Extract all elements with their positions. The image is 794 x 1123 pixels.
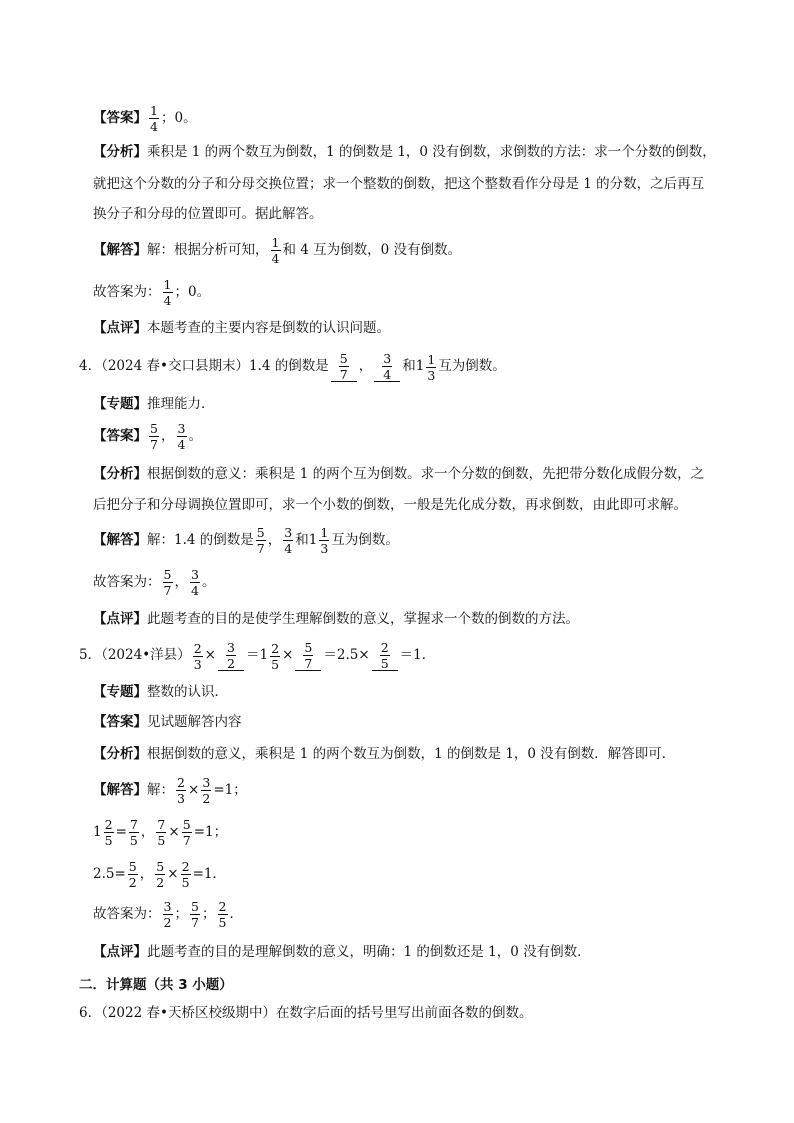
q4-solution: 【解答】 解：1.4 的倒数是 $\frac{5}{7}$ ， $\frac{3}{4}$ 和 1 $\frac{1}{3}$ 互为倒数。 <box>93 525 399 557</box>
q4-question: 4．（2024 春•交口县期末）1.4 的倒数是 $\frac{5}{7}$ ， $\frac{3}{4}$ 和 1 $\frac{1}{3}$ 互为倒数。 <box>79 351 506 383</box>
q4-answer: 【答案】 $\frac{5}{7}$ ， $\frac{3}{4}$ 。 <box>93 421 202 453</box>
q3-analysis-line-2: 就把这个分数的分子和分母交换位置；求一个整数的倒数，把这个整数看作分母是 1 的分数，之后再互 <box>93 176 705 192</box>
section-heading: 二．计算题（共 3 小题） <box>79 977 233 993</box>
q5-analysis: 【分析】 根据倒数的意义，乘积是 1 的两个数互为倒数，1 的倒数是 1，0 没有倒数．解答即可． <box>93 746 676 762</box>
q4-comment: 【点评】 此题考查的目的是使学生理解倒数的意义，掌握求一个数的倒数的方法。 <box>93 611 579 627</box>
q6-question: 6．（2022 春•天桥区校级期中）在数字后面的括号里写出前面各数的倒数。 <box>79 1005 533 1021</box>
q5-question: 5．（2024•洋县） $\frac{2}{3}$ × $\frac{3}{2}$ ＝ 1 $\frac{2}{5}$ × $\frac{5}{7}$ ＝2.5× $\frac{2}{5}$ ＝1． <box>79 640 436 672</box>
q3-analysis-line-3: 换分子和分母的位置即可。据此解答。 <box>93 206 323 222</box>
fraction-1-4: $\frac{1}{4}$ <box>271 235 280 267</box>
q5-solution-1: 【解答】 解： $\frac{2}{3}$ × $\frac{3}{2}$ =1； <box>93 775 247 807</box>
answer-blank: $\frac{3}{4}$ <box>374 352 400 382</box>
mixed-number-1-1-3: 1 $\frac{1}{3}$ <box>415 351 436 383</box>
q5-solution-3: 2.5= $\frac{5}{2}$ ， $\frac{5}{2}$ × $\frac{2}{5}$ =1． <box>93 859 226 891</box>
q4-analysis-line-1: 【分析】 根据倒数的意义：乘积是 1 的两个互为倒数。求一个分数的倒数，先把带分数化成假分数，之 <box>93 466 705 482</box>
q5-answer: 【答案】 见试题解答内容 <box>93 714 242 730</box>
q3-comment: 【点评】 本题考查的主要内容是倒数的认识问题。 <box>93 320 390 336</box>
answer-blank: $\frac{5}{7}$ <box>331 352 357 382</box>
answer-blank: $\frac{5}{7}$ <box>295 641 321 671</box>
fraction-1-4: $\frac{1}{4}$ <box>163 277 172 309</box>
answer-blank: $\frac{2}{5}$ <box>372 641 398 671</box>
q5-final-answer: 故答案为： $\frac{3}{2}$ ； $\frac{5}{7}$ ； $\frac{2}{5}$ ． <box>93 899 243 931</box>
answer-blank: $\frac{3}{2}$ <box>218 641 244 671</box>
q4-topic: 【专题】 推理能力． <box>93 396 215 412</box>
q4-final-answer: 故答案为： $\frac{5}{7}$ ， $\frac{3}{4}$ 。 <box>93 567 216 599</box>
q3-analysis-line-1: 【分析】 乘积是 1 的两个数互为倒数，1 的倒数是 1，0 没有倒数，求倒数的方法：求一个分数的倒数， <box>93 144 716 160</box>
q4-analysis-line-2: 后把分子和分母调换位置即可，求一个小数的倒数，一般是先化成分数，再求倒数，由此即可求解。 <box>93 497 687 513</box>
fraction-1-4: $\frac{1}{4}$ <box>150 103 158 135</box>
q5-topic: 【专题】 整数的认识． <box>93 684 228 700</box>
answer-tag: 【答案】 <box>93 109 147 126</box>
q3-solution: 【解答】 解：根据分析可知， $\frac{1}{4}$ 和 4 互为倒数，0 没有倒数。 <box>93 235 462 267</box>
q3-answer: 【答案】 $\frac{1}{4}$ ；0。 <box>93 103 197 135</box>
q3-final-answer: 故答案为： $\frac{1}{4}$ ；0。 <box>93 277 211 309</box>
q5-comment: 【点评】 此题考查的目的是理解倒数的意义，明确：1 的倒数还是 1，0 没有倒数． <box>93 944 591 960</box>
q5-solution-2: 1 $\frac{2}{5}$ = $\frac{7}{5}$ ， $\frac{7}{5}$ × $\frac{5}{7}$ =1； <box>93 817 228 849</box>
